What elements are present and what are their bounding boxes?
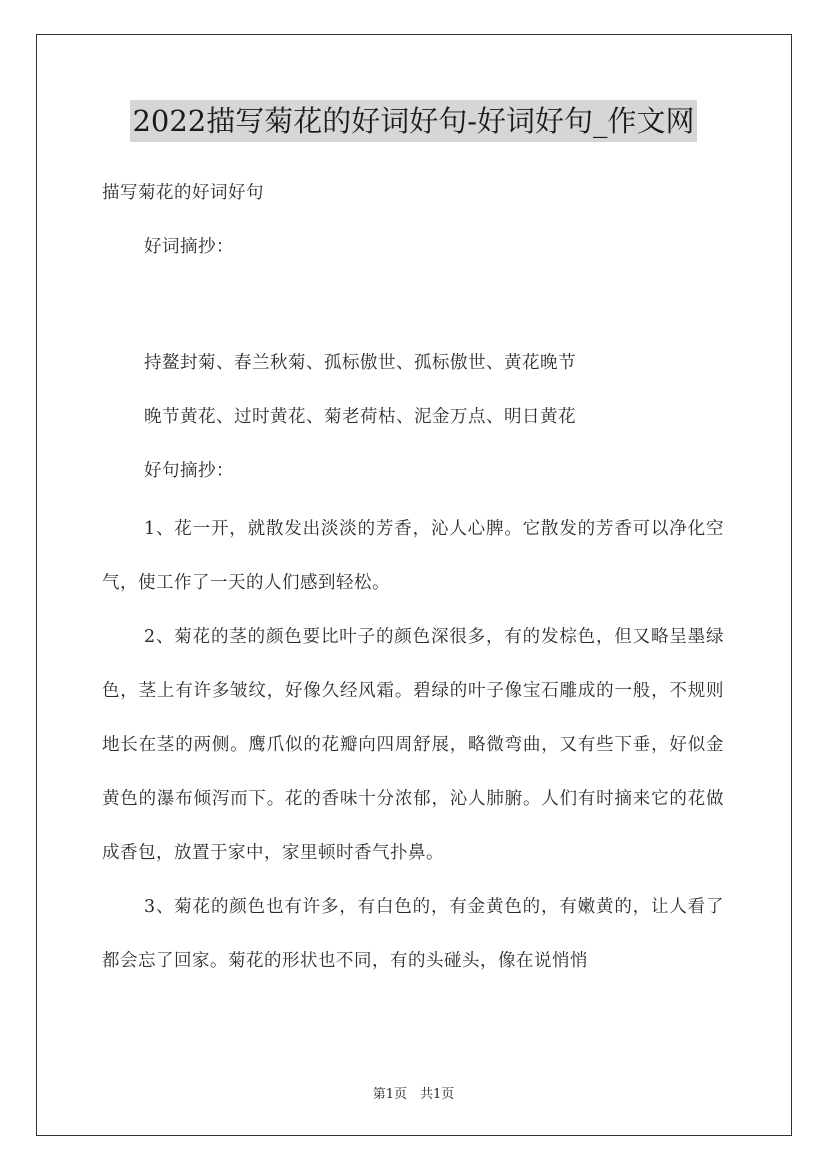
document-title: 2022描写菊花的好词好句-好词好句_作文网 — [130, 100, 696, 142]
words-heading: 好词摘抄： — [144, 237, 234, 257]
sentences-heading: 好句摘抄： — [144, 461, 234, 481]
document-body — [102, 170, 724, 988]
words-line-1: 持鳌封菊、春兰秋菊、孤标傲世、孤标傲世、黄花晚节 — [144, 353, 576, 373]
blank-spacer — [102, 278, 724, 340]
paragraph-3: 3、菊花的颜色也有许多，有白色的，有金黄色的，有嫩黄的，让人看了都会忘了回家。菊花的形状也不同，有的头碰头，像在说悄悄 — [102, 897, 724, 971]
words-line-2: 晚节黄花、过时黄花、菊老荷枯、泥金万点、明日黄花 — [144, 407, 576, 427]
paragraph-2: 2、菊花的茎的颜色要比叶子的颜色深很多，有的发棕色，但又略呈墨绿色，茎上有许多皱纹，好像久经风霜。碧绿的叶子像宝石雕成的一般，不规则地长在茎的两侧。鹰爪似的花瓣向四周舒展，略微弯曲，又有些下垂，好似金黄色的瀑布倾泻而下。花的香味十分浓郁，沁人肺腑。人们有时摘来它的花做成香包，放置于家中，家里顿时香气扑鼻。 — [102, 627, 724, 863]
subtitle: 描写菊花的好词好句 — [102, 183, 264, 203]
title-container — [0, 100, 827, 142]
paragraph-1: 1、花一开，就散发出淡淡的芳香，沁人心脾。它散发的芳香可以净化空气，使工作了一天的人们感到轻松。 — [102, 519, 724, 593]
page-footer: 第1页 共1页 — [372, 1087, 455, 1102]
